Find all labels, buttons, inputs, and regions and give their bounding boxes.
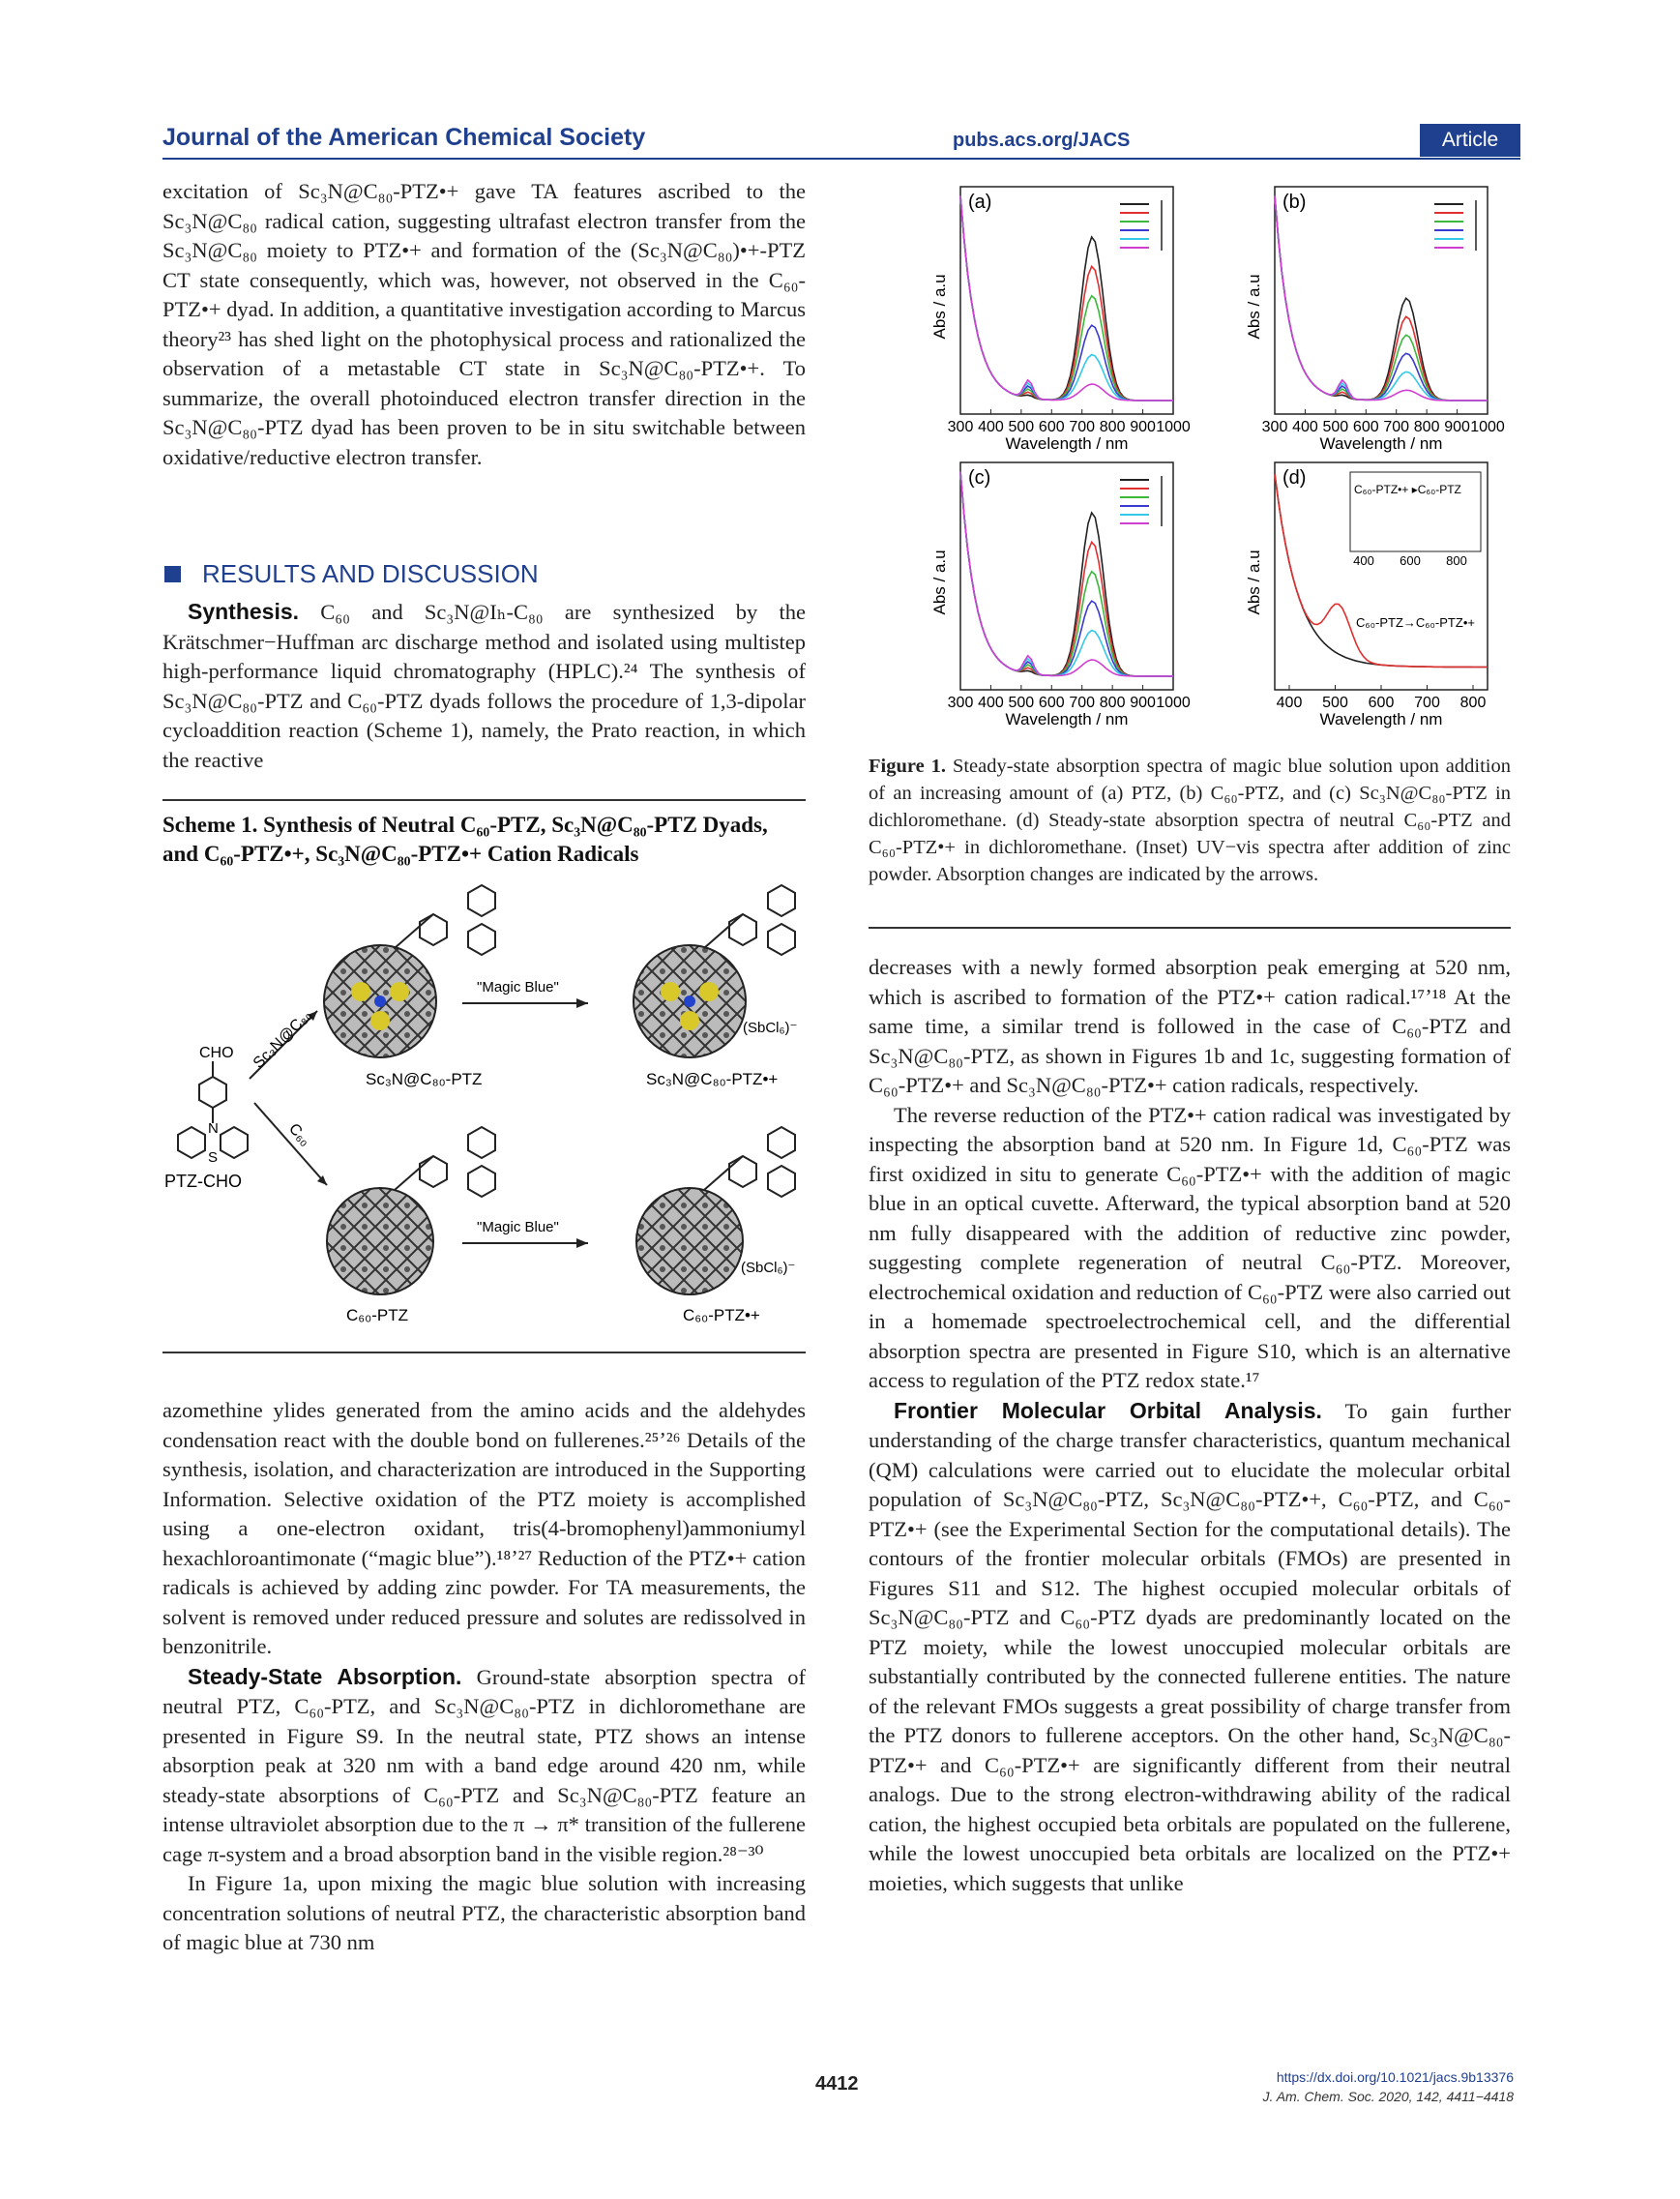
magic-blue-1: "Magic Blue" [477, 979, 559, 995]
tick-label-b-3: 600 [1352, 419, 1379, 435]
paragraph-reverse-reduction: The reverse reduction of the PTZ•+ cation radical was investigated by inspecting the absorption band at 520 nm. In Figure 1d, C₆₀-PTZ was first oxidized in situ to generate C₆₀-PTZ•+ with the addition of magic blue in an optical cuvette. Afterward, the typical absorption band at 520 nm fully disappeared with the addition of reductive zinc powder, suggesting complete regeneration of neutral C₆₀-PTZ. Moreover, electrochemical oxidation and reduction of C₆₀-PTZ were also carried out in a homemade spectroelectrochemical cell, and the differential absorption spectra are presented in Figure S10, which is an alternative access to regulation of the PTZ redox state.¹⁷ [869, 1102, 1511, 1392]
left-column-top [162, 177, 806, 472]
panel-label-c: (c) [968, 467, 991, 489]
atom-n: N [208, 1120, 219, 1137]
tick-label-a-6: 900 [1130, 419, 1156, 435]
ptz-cho-structure [164, 1045, 248, 1191]
paragraph-intro: excitation of Sc₃N@C₈₀-PTZ•+ gave TA features ascribed to the Sc₃N@C₈₀ radical cation, suggesting ultrafast electron transfer from the Sc₃N@C₈₀ moiety to PTZ•+ and formation of the (Sc₃N@C₈₀)•+-PTZ CT state consequently, which was, however, not observed in the C₆₀-PTZ•+ dyad. In addition, a quantitative investigation according to Marcus theory²³ has shed light on the photophysical process and rationalized the observation of a metastable CT state in Sc₃N@C₈₀-PTZ•+. To summarize, the overall photoinduced electron transfer direction in the Sc₃N@C₈₀-PTZ dyad has been proven to be in situ switchable between oxidative/reductive electron transfer. [162, 179, 806, 469]
paragraph-steady-state: Steady-State Absorption. Ground-state absorption spectra of neutral PTZ, C₆₀-PTZ, and Sc₃N@C₈₀-PTZ in dichloromethane are presented in Figure S9. In the neutral state, PTZ shows an intense absorption peak at 320 nm with a band edge around 420 nm, while steady-state absorptions of C₆₀-PTZ and Sc₃N@C₈₀-PTZ feature an intense ultraviolet absorption due to the π → π* transition of the fullerene cage π-system and a broad absorption band in the visible region.²⁸⁻³⁰ [162, 1663, 806, 1866]
tick-label-c-6: 900 [1130, 695, 1156, 711]
spectrum-c-0 [960, 471, 1173, 676]
tick-label-b-4: 700 [1383, 419, 1410, 435]
tick-label-c-5: 800 [1099, 695, 1126, 711]
panel-label-a: (a) [968, 192, 992, 213]
tick-label-c-0: 300 [947, 695, 974, 711]
journal-url[interactable]: pubs.acs.org/JACS [953, 130, 1131, 151]
tick-label-b-7: 1000 [1470, 419, 1505, 435]
tick-label-a-7: 1000 [1156, 419, 1191, 435]
tick-label-b-6: 900 [1444, 419, 1470, 435]
tick-label-a-2: 500 [1008, 419, 1035, 435]
tick-label-a-4: 700 [1069, 419, 1096, 435]
spectrum-b-2 [1275, 195, 1488, 401]
ylabel-c: Abs / a.u [930, 550, 949, 615]
magic-blue-2: "Magic Blue" [477, 1219, 559, 1235]
sc3n-c80-ptz-radical-structure [634, 885, 797, 1088]
tick-label-a-3: 600 [1038, 419, 1065, 435]
label-c60-ptz: C₆₀-PTZ [346, 1306, 408, 1324]
paragraph-azomethine: azomethine ylides generated from the amino acids and the aldehydes condensation react with the double bond on fullerenes.²⁵ʼ²⁶ Details of the synthesis, isolation, and characterization are introduced in the Supporting Information. Selective oxidation of the PTZ moiety is accomplished using a one-electron oxidant, tris(4-bromophenyl)ammoniumyl hexachloroantimonate (“magic blue”).¹⁸ʼ²⁷ Reduction of the PTZ•+ cation radicals is achieved by adding zinc powder. For TA measurements, the solvent is removed under reduced pressure and solutes are redissolved in benzonitrile. [162, 1398, 806, 1658]
tick-label-a-1: 400 [978, 419, 1004, 435]
tick-label-b-0: 300 [1261, 419, 1288, 435]
page-number: 4412 [815, 2073, 859, 2095]
scheme-top-rule [162, 799, 806, 801]
spectrum-c-5 [960, 471, 1173, 676]
header-rule [162, 158, 1520, 160]
tick-label-a-0: 300 [947, 419, 974, 435]
ylabel-a: Abs / a.u [930, 274, 949, 340]
scheme-bottom-rule [162, 1352, 806, 1353]
tick-label-d-3: 700 [1414, 695, 1440, 711]
tick-label-b-1: 400 [1292, 419, 1318, 435]
spectrum-b-3 [1275, 195, 1488, 401]
panel-label-b: (b) [1282, 192, 1307, 213]
scheme-title: Scheme 1. Synthesis of Neutral C₆₀-PTZ, Sc₃N@C₈₀-PTZ Dyads, and C₆₀-PTZ•+, Sc₃N@C₈₀-PTZ•+ Cation Radicals [162, 813, 768, 866]
spectrum-b-1 [1275, 195, 1488, 401]
sc3n-c80-ptz-structure [324, 885, 495, 1088]
spectrum-c-3 [960, 471, 1173, 676]
journal-title: Journal of the American Chemical Society [162, 124, 646, 151]
spectrum-c-4 [960, 471, 1173, 676]
ylabel-d: Abs / a.u [1245, 550, 1263, 615]
inset-tick-2: 800 [1446, 553, 1467, 568]
counterion-2: (SbCl₆)⁻ [741, 1260, 796, 1276]
tick-label-b-5: 800 [1413, 419, 1440, 435]
reagent-bottom: C₆₀ [285, 1120, 314, 1149]
tick-label-d-1: 500 [1322, 695, 1348, 711]
figure-caption: Figure 1. Steady-state absorption spectra of magic blue solution upon addition of an increasing amount of (a) PTZ, (b) C₆₀-PTZ, and (c) Sc₃N@C₈₀-PTZ in dichloromethane. (d) Steady-state absorption spectra of neutral C₆₀-PTZ and C₆₀-PTZ•+ in dichloromethane. (Inset) UV−vis spectra after addition of zinc powder. Absorption changes are indicated by the arrows. [869, 756, 1511, 885]
section-square-icon [164, 566, 181, 582]
paragraph-fmo: Frontier Molecular Orbital Analysis. To gain further understanding of the charge transfer characteristics, quantum mechanical (QM) calculations were carried out to elucidate the molecular orbital population of Sc₃N@C₈₀-PTZ, Sc₃N@C₈₀-PTZ•+, C₆₀-PTZ, and C₆₀-PTZ•+ (see the Experimental Section for the computational details). The contours of the frontier molecular orbitals (FMOs) are presented in Figures S11 and S12. The highest occupied molecular orbitals of Sc₃N@C₈₀-PTZ and C₆₀-PTZ dyads are predominantly located on the PTZ moiety, while the lowest unoccupied molecular orbitals are substantially contributed by the connected fullerene entities. The nature of the relevant FMOs suggests a great possibility of charge transfer from the PTZ donors to fullerene acceptors. On the other hand, Sc₃N@C₈₀-PTZ•+ and C₆₀-PTZ•+ are significantly different from their neutral analogs. Due to the strong electron-withdrawing ability of the radical cation, the highest occupied beta orbitals are populated on the fullerene, while the lowest unoccupied beta orbitals are localized on the PTZ•+ moieties, which suggests that unlike [869, 1397, 1511, 1895]
tick-label-a-5: 800 [1099, 419, 1126, 435]
c60-ptz-radical-structure [636, 1127, 795, 1324]
figure-bottom-rule [869, 927, 1511, 929]
synthesis-paragraph: Synthesis. C₆₀ and Sc₃N@Iₕ-C₈₀ are synthesized by the Krätschmer−Huffman arc discharge method and isolated using multistep high-performance liquid chromatography (HPLC).²⁴ The synthesis of Sc₃N@C₈₀-PTZ and C₆₀-PTZ dyads follows the procedure of 1,3-dipolar cycloaddition reaction (Scheme 1), namely, the Prato reaction, in which the reactive [162, 599, 806, 772]
tick-label-d-0: 400 [1276, 695, 1303, 711]
spectrum-a-4 [960, 195, 1173, 401]
label-c60-ptz-rad: C₆₀-PTZ•+ [683, 1306, 760, 1324]
journal-citation: J. Am. Chem. Soc. 2020, 142, 4411−4418 [1262, 2089, 1514, 2104]
tick-label-c-7: 1000 [1156, 695, 1191, 711]
label-sc-ptz-rad: Sc₃N@C₈₀-PTZ•+ [646, 1070, 779, 1088]
spectrum-b-0 [1275, 195, 1488, 401]
spectrum-c-2 [960, 471, 1173, 676]
spectrum-a-3 [960, 195, 1173, 401]
tick-label-c-3: 600 [1038, 695, 1065, 711]
spectrum-a-1 [960, 195, 1173, 401]
paragraph-ptz-radical: decreases with a newly formed absorption peak emerging at 520 nm, which is ascribed to formation of the PTZ•+ cation radical.¹⁷ʼ¹⁸ At the same time, a similar trend is followed in the case of C₆₀-PTZ and Sc₃N@C₈₀-PTZ, as shown in Figures 1b and 1c, suggesting formation of C₆₀-PTZ•+ and Sc₃N@C₈₀-PTZ•+ cation radicals, respectively. [869, 955, 1511, 1097]
scheme-1-graphic [162, 876, 806, 1350]
d-label: C₆₀-PTZ→C₆₀-PTZ•+ [1356, 615, 1475, 630]
xlabel-b: Wavelength / nm [1319, 434, 1443, 453]
fmo-lead: Frontier Molecular Orbital Analysis. [894, 1397, 1322, 1423]
figure-1 [869, 182, 1511, 728]
xlabel-d: Wavelength / nm [1319, 710, 1443, 728]
ylabel-b: Abs / a.u [1245, 274, 1263, 340]
section-heading: RESULTS AND DISCUSSION [164, 559, 539, 589]
footer-doi-block [1262, 2067, 1514, 2106]
spectrum-b-5 [1275, 195, 1488, 401]
tick-label-d-2: 600 [1368, 695, 1395, 711]
inset-tick-0: 400 [1353, 553, 1374, 568]
counterion-1: (SbCl₆)⁻ [743, 1020, 798, 1036]
cho-label: CHO [199, 1045, 234, 1061]
xlabel-a: Wavelength / nm [1005, 434, 1129, 453]
spectrum-a-0 [960, 195, 1173, 401]
inset-tick-1: 600 [1400, 553, 1421, 568]
reagent-top: Sc₃N@C₈₀ [250, 1006, 315, 1072]
label-sc-ptz: Sc₃N@C₈₀-PTZ [366, 1070, 483, 1088]
paragraph-figure1a: In Figure 1a, upon mixing the magic blue solution with increasing concentration solutions of neutral PTZ, the characteristic absorption band of magic blue at 730 nm [162, 1871, 806, 1954]
panel-label-d: (d) [1282, 467, 1307, 489]
tick-label-d-4: 800 [1459, 695, 1487, 711]
tick-label-c-1: 400 [978, 695, 1004, 711]
tick-label-c-4: 700 [1069, 695, 1096, 711]
article-badge: Article [1420, 124, 1520, 157]
spectrum-c-1 [960, 471, 1173, 676]
spectrum-b-4 [1275, 195, 1488, 401]
inset-label: C₆₀-PTZ•+ ▸C₆₀-PTZ [1354, 483, 1461, 496]
c60-ptz-structure [327, 1127, 495, 1324]
xlabel-c: Wavelength / nm [1005, 710, 1129, 728]
synthesis-lead: Synthesis. [188, 599, 300, 624]
spectrum-a-2 [960, 195, 1173, 401]
synthesis-block [162, 597, 806, 775]
tick-label-c-2: 500 [1008, 695, 1035, 711]
left-column-bottom [162, 1396, 806, 1958]
figure-caption-lead: Figure 1. [869, 756, 947, 777]
spectrum-a-5 [960, 195, 1173, 401]
right-column [869, 953, 1511, 1898]
atom-s: S [208, 1149, 219, 1166]
ptz-cho-label: PTZ-CHO [164, 1172, 242, 1191]
doi-link[interactable]: https://dx.doi.org/10.1021/jacs.9b13376 [1276, 2069, 1514, 2085]
tick-label-b-2: 500 [1322, 419, 1349, 435]
steady-state-lead: Steady-State Absorption. [188, 1663, 462, 1689]
